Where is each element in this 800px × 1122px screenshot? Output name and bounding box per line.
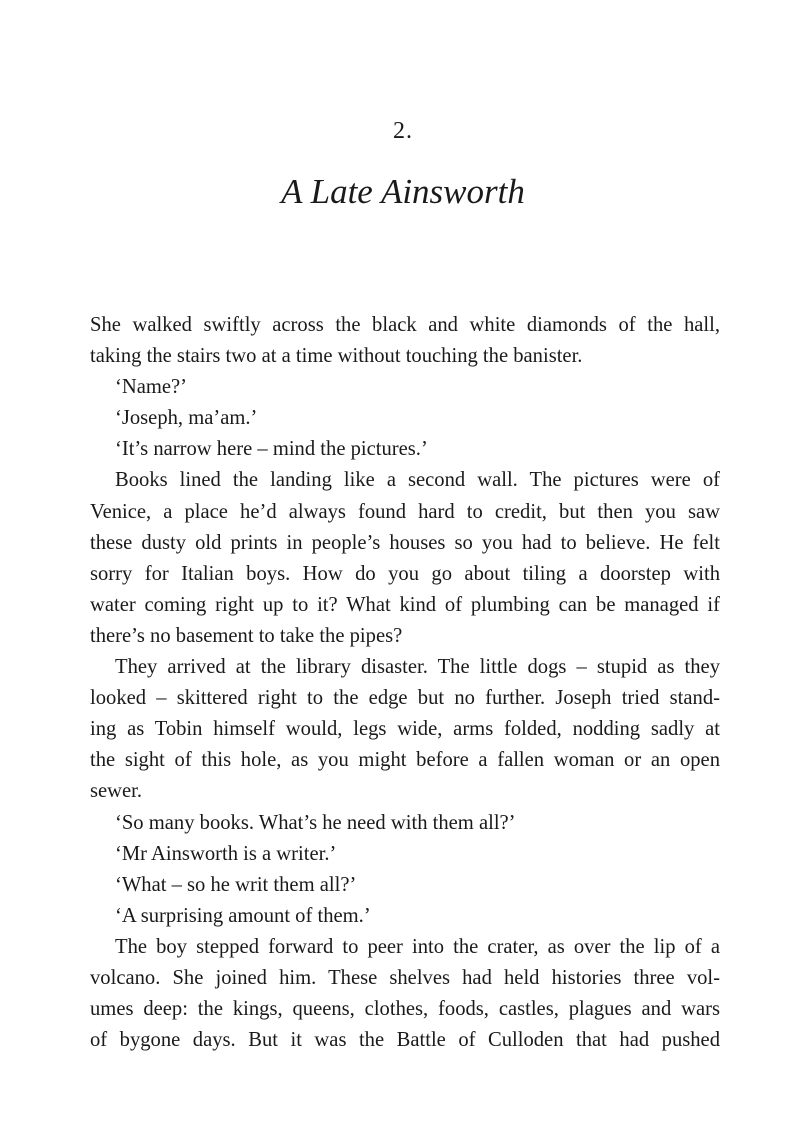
text-line: sewer. (90, 780, 143, 803)
text-line: ‘A surprising amount of them.’ (115, 904, 371, 927)
body-text (90, 310, 720, 1056)
chapter-title: A Late Ainsworth (281, 172, 525, 211)
text-line: The boy stepped forward to peer into the crater, as over the lip of a (115, 935, 720, 958)
text-line: ‘So many books. What’s he need with them all?’ (115, 811, 516, 834)
text-line: taking the stairs two at a time without touching the banister. (90, 345, 583, 368)
text-line: Venice, a place he’d always found hard to credit, but then you saw (90, 500, 720, 523)
text-line: ‘Joseph, ma’am.’ (115, 407, 258, 430)
text-line: looked – skittered right to the edge but no further. Joseph tried stand- (90, 687, 720, 710)
text-line: ‘Mr Ainsworth is a writer.’ (115, 842, 337, 865)
text-line: ‘Name?’ (115, 376, 188, 399)
text-line: She walked swiftly across the black and white diamonds of the hall, (90, 314, 720, 336)
text-line: there’s no basement to take the pipes? (90, 624, 403, 647)
text-line: umes deep: the kings, queens, clothes, foods, castles, plagues and wars (90, 998, 720, 1021)
text-line: of bygone days. But it was the Battle of Culloden that had pushed (90, 1029, 720, 1052)
text-line: They arrived at the library disaster. The little dogs – stupid as they (115, 656, 720, 679)
text-line: volcano. She joined him. These shelves had held histories three vol- (90, 966, 720, 989)
text-line: ‘It’s narrow here – mind the pictures.’ (115, 438, 428, 461)
text-line: Books lined the landing like a second wall. The pictures were of (115, 469, 720, 492)
text-line: these dusty old prints in people’s houses so you had to believe. He felt (90, 531, 720, 554)
chapter-number: 2. (393, 118, 413, 144)
text-line: sorry for Italian boys. How do you go about tiling a doorstep with (90, 562, 720, 585)
text-line: ing as Tobin himself would, legs wide, arms folded, nodding sadly at (90, 718, 720, 741)
text-line: the sight of this hole, as you might before a fallen woman or an open (90, 749, 720, 772)
text-line: water coming right up to it? What kind of plumbing can be managed if (90, 593, 720, 616)
text-line: ‘What – so he writ them all?’ (115, 873, 357, 896)
